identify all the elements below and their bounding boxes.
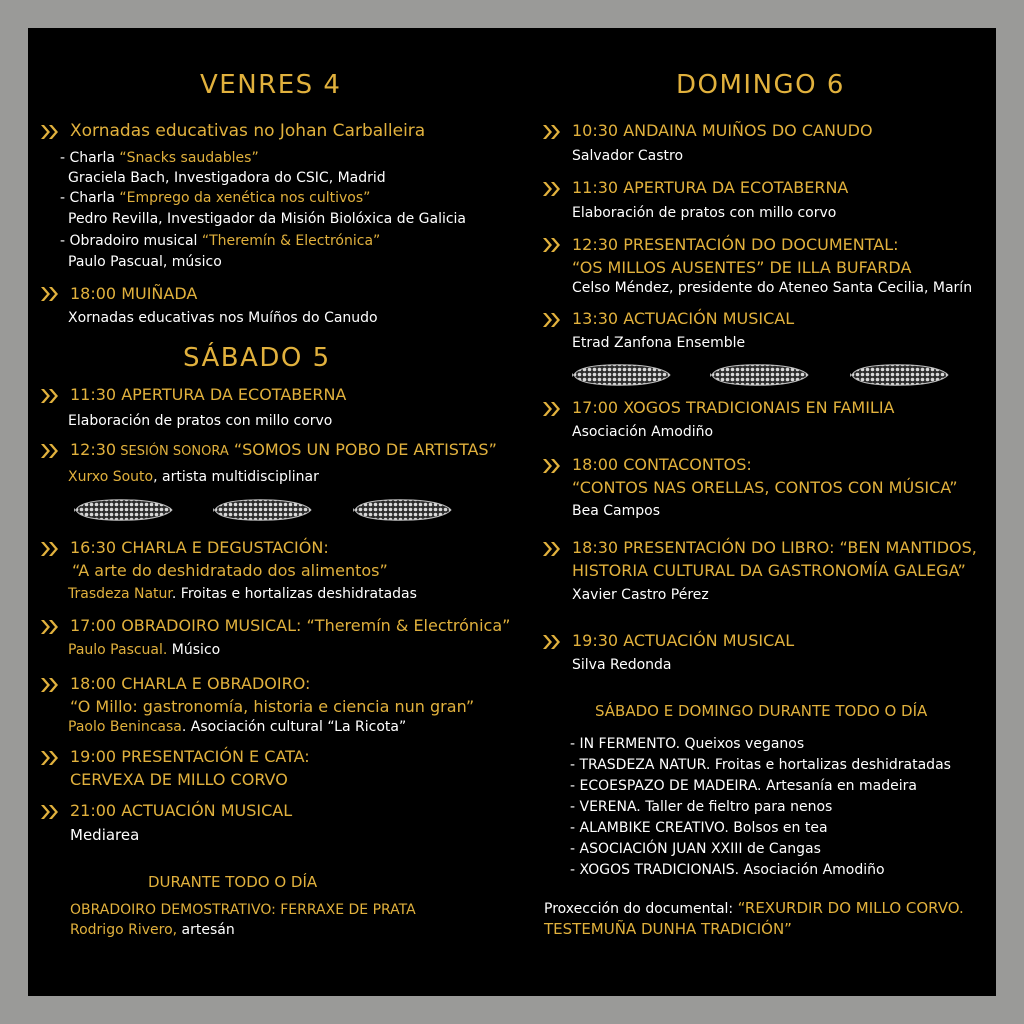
double-chevron-right-icon bbox=[542, 401, 562, 417]
event-desc: Elaboración de pratos con millo corvo bbox=[68, 413, 333, 429]
double-chevron-right-icon bbox=[40, 388, 60, 404]
double-chevron-right-icon bbox=[542, 181, 562, 197]
day-heading-sabado: SÁBADO 5 bbox=[183, 343, 331, 373]
vendor-item: - VERENA. Taller de fieltro para nenos bbox=[570, 799, 833, 815]
double-chevron-right-icon bbox=[40, 750, 60, 766]
event-title: 21:00 ACTUACIÓN MUSICAL bbox=[70, 801, 293, 820]
double-chevron-right-icon bbox=[40, 804, 60, 820]
day-heading-venres: VENRES 4 bbox=[200, 70, 342, 100]
double-chevron-right-icon bbox=[40, 286, 60, 302]
talk-line: - Charla “Emprego da xenética nos cultivos” bbox=[60, 190, 371, 206]
allday-heading: DURANTE TODO O DÍA bbox=[148, 873, 318, 891]
event-subtitle: CERVEXA DE MILLO CORVO bbox=[70, 770, 288, 789]
event-desc: Etrad Zanfona Ensemble bbox=[572, 335, 746, 351]
event-title: 17:00 OBRADOIRO MUSICAL: “Theremín & Electrónica” bbox=[70, 616, 511, 635]
event-desc: Xavier Castro Pérez bbox=[572, 587, 709, 603]
event-title: 12:30 SESIÓN SONORA “SOMOS UN POBO DE ARTISTAS” bbox=[70, 440, 497, 459]
vendor-item: - ASOCIACIÓN JUAN XXIII de Cangas bbox=[570, 841, 821, 857]
event-desc: Salvador Castro bbox=[572, 148, 684, 164]
vendor-item: - XOGOS TRADICIONAIS. Asociación Amodiño bbox=[570, 862, 885, 878]
event-desc: Mediarea bbox=[70, 826, 140, 844]
speaker-line: Graciela Bach, Investigadora do CSIC, Madrid bbox=[68, 170, 386, 186]
event-subtitle: “OS MILLOS AUSENTES” DE ILLA BUFARDA bbox=[572, 258, 912, 277]
allday-line: OBRADOIRO DEMOSTRATIVO: FERRAXE DE PRATA bbox=[70, 902, 416, 918]
event-title: 13:30 ACTUACIÓN MUSICAL bbox=[572, 309, 795, 328]
day-heading-domingo: DOMINGO 6 bbox=[676, 70, 845, 100]
event-subtitle: “CONTOS NAS ORELLAS, CONTOS CON MÚSICA” bbox=[572, 478, 958, 497]
vendor-item: - TRASDEZA NATUR. Froitas e hortalizas deshidratadas bbox=[570, 757, 951, 773]
event-desc: Paolo Benincasa. Asociación cultural “La Ricota” bbox=[68, 719, 407, 735]
event-desc: Celso Méndez, presidente do Ateneo Santa Cecilia, Marín bbox=[572, 280, 973, 296]
corn-cob-icon bbox=[850, 362, 950, 388]
double-chevron-right-icon bbox=[542, 312, 562, 328]
event-subtitle: “A arte do deshidratado dos alimentos” bbox=[72, 561, 388, 580]
event-title: 10:30 ANDAINA MUIÑOS DO CANUDO bbox=[572, 121, 873, 140]
allday-line: Rodrigo Rivero, artesán bbox=[70, 922, 235, 938]
event-title: 17:00 XOGOS TRADICIONAIS EN FAMILIA bbox=[572, 398, 895, 417]
event-title: 19:30 ACTUACIÓN MUSICAL bbox=[572, 631, 795, 650]
weekend-heading: SÁBADO E DOMINGO DURANTE TODO O DÍA bbox=[595, 702, 928, 720]
double-chevron-right-icon bbox=[542, 458, 562, 474]
double-chevron-right-icon bbox=[40, 443, 60, 459]
vendor-item: - ALAMBIKE CREATIVO. Bolsos en tea bbox=[570, 820, 828, 836]
speaker-line: Pedro Revilla, Investigador da Misión Biolóxica de Galicia bbox=[68, 211, 467, 227]
event-desc: Trasdeza Natur. Froitas e hortalizas deshidratadas bbox=[68, 586, 417, 602]
event-title: 11:30 APERTURA DA ECOTABERNA bbox=[70, 385, 347, 404]
double-chevron-right-icon bbox=[40, 619, 60, 635]
event-desc: Xurxo Souto, artista multidisciplinar bbox=[68, 469, 319, 485]
event-desc: Silva Redonda bbox=[572, 657, 672, 673]
corn-cob-icon bbox=[572, 362, 672, 388]
projection-line: TESTEMUÑA DUNHA TRADICIÓN” bbox=[544, 920, 792, 938]
event-desc: Xornadas educativas nos Muíños do Canudo bbox=[68, 310, 378, 326]
projection-line: Proxección do documental: “REXURDIR DO MILLO CORVO. bbox=[544, 899, 964, 917]
talk-line: - Charla “Snacks saudables” bbox=[60, 150, 259, 166]
vendor-item: - IN FERMENTO. Queixos veganos bbox=[570, 736, 805, 752]
event-desc: Elaboración de pratos con millo corvo bbox=[572, 205, 837, 221]
event-subtitle: “O Millo: gastronomía, historia e ciencia nun gran” bbox=[70, 697, 475, 716]
event-title: 12:30 PRESENTACIÓN DO DOCUMENTAL: bbox=[572, 235, 899, 254]
event-title: 18:00 MUIÑADA bbox=[70, 284, 198, 303]
double-chevron-right-icon bbox=[40, 124, 60, 140]
event-desc: Asociación Amodiño bbox=[572, 424, 714, 440]
event-subtitle: HISTORIA CULTURAL DA GASTRONOMÍA GALEGA” bbox=[572, 561, 966, 580]
double-chevron-right-icon bbox=[542, 634, 562, 650]
double-chevron-right-icon bbox=[542, 124, 562, 140]
corn-cob-icon bbox=[353, 497, 453, 523]
corn-cob-icon bbox=[213, 497, 313, 523]
double-chevron-right-icon bbox=[542, 237, 562, 253]
corn-cob-icon bbox=[74, 497, 174, 523]
double-chevron-right-icon bbox=[542, 541, 562, 557]
double-chevron-right-icon bbox=[40, 541, 60, 557]
event-title: 18:00 CHARLA E OBRADOIRO: bbox=[70, 674, 311, 693]
event-desc: Paulo Pascual. Músico bbox=[68, 642, 221, 658]
event-title: 16:30 CHARLA E DEGUSTACIÓN: bbox=[70, 538, 329, 557]
event-title: 18:00 CONTACONTOS: bbox=[572, 455, 752, 474]
talk-line: - Obradoiro musical “Theremín & Electrónica” bbox=[60, 233, 381, 249]
vendor-item: - ECOESPAZO DE MADEIRA. Artesanía en madeira bbox=[570, 778, 917, 794]
speaker-line: Paulo Pascual, músico bbox=[68, 254, 222, 270]
event-title: 18:30 PRESENTACIÓN DO LIBRO: “BEN MANTIDOS, bbox=[572, 538, 977, 557]
event-desc: Bea Campos bbox=[572, 503, 660, 519]
event-title: Xornadas educativas no Johan Carballeira bbox=[70, 121, 426, 141]
corn-cob-icon bbox=[710, 362, 810, 388]
double-chevron-right-icon bbox=[40, 677, 60, 693]
event-title: 11:30 APERTURA DA ECOTABERNA bbox=[572, 178, 849, 197]
event-title: 19:00 PRESENTACIÓN E CATA: bbox=[70, 747, 310, 766]
